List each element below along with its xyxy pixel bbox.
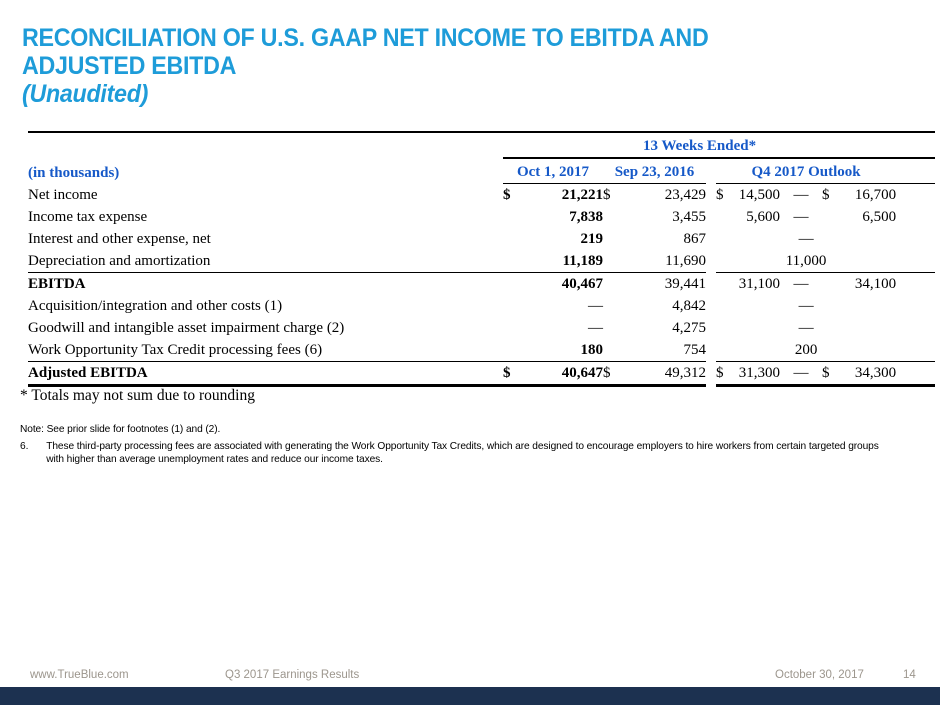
table-row-wotc [28,339,935,362]
table-row-depreciation [28,250,935,273]
outlook-dash: — [780,362,822,386]
table-group-header-row [28,132,935,158]
page-title-line1: RECONCILIATION OF U.S. GAAP NET INCOME TO EBITDA AND [22,24,709,52]
value-current: 219 [580,231,603,247]
footer [0,666,940,686]
outlook-dash: — [793,209,809,225]
value-prior: 4,842 [672,298,706,314]
row-label: EBITDA [28,276,86,292]
outlook-low: 14,500 [738,187,780,203]
row-tail [896,273,935,296]
row-label: Goodwill and intangible asset impairment charge (2) [28,320,345,336]
value-current: 7,838 [569,209,603,225]
outlook-center: — [798,320,814,336]
dollar-sign: $ [603,362,627,386]
col-header-oct-1-2017: Oct 1, 2017 [503,158,603,184]
row-label: Net income [28,187,98,203]
row-tail [896,317,935,339]
row-label: Work Opportunity Tax Credit processing fees (6) [28,339,503,362]
notes-block [20,423,883,466]
outlook-dash: — [793,276,809,292]
value-prior: 39,441 [664,276,706,292]
page-title-line2: ADJUSTED EBITDA [22,52,237,80]
outlook-high: 34,100 [854,276,897,292]
totals-rounding-note: * Totals may not sum due to rounding [20,387,255,404]
outlook-low: 5,600 [746,209,780,225]
col-gap [706,273,716,296]
dollar-sign: $ [503,362,525,386]
row-tail [896,184,935,207]
footnote-item-6 [20,440,883,466]
row-label: Depreciation and amortization [28,250,503,273]
outlook-dash: — [793,187,809,203]
value-prior: 867 [683,231,706,247]
title-block [22,24,708,108]
col-gap [706,158,716,184]
col-gap [706,184,716,207]
footer-date: October 30, 2017 [775,669,864,681]
row-label: Adjusted EBITDA [28,362,503,386]
col-gap [706,295,716,317]
dollar-sign: $ [822,362,844,386]
value-current: 40,647 [525,362,603,386]
value-current: — [588,298,603,314]
row-tail [896,250,935,273]
bottom-accent-bar [0,687,940,705]
value-current: — [588,320,603,336]
table-row-interest [28,228,935,250]
row-tail [896,228,935,250]
outlook-center: 200 [716,339,896,362]
page-subtitle: (Unaudited) [22,80,149,108]
value-prior: 11,690 [627,250,706,273]
outlook-center: — [798,298,814,314]
footnote-number: 6. [20,440,29,452]
col-header-tail [896,158,935,184]
table-row-goodwill [28,317,935,339]
row-tail [896,295,935,317]
row-label: Acquisition/integration and other costs (1) [28,298,283,314]
footnote-reference-note: Note: See prior slide for footnotes (1) and (2). [20,423,221,435]
outlook-high: 16,700 [854,187,897,203]
outlook-low: 31,100 [738,276,780,292]
dollar-sign: $ [822,187,830,203]
table-row-acquisition [28,295,935,317]
value-prior: 754 [627,339,706,362]
col-gap [706,250,716,273]
footnote-text: These third-party processing fees are associated with generating the Work Opportunity Tax Credits, which are designed to encourage employers to hire workers from certain targeted groups with higher than average unemployment rates and reduce our income taxes. [46,440,879,465]
table-row-net-income [28,184,935,207]
dollar-sign: $ [603,187,611,203]
col-gap [706,339,716,362]
dollar-sign: $ [716,362,736,386]
outlook-high: 34,300 [844,362,896,386]
col-gap [706,206,716,228]
value-current: 180 [525,339,603,362]
dollar-sign: $ [503,187,511,203]
row-tail [896,362,935,386]
value-prior: 3,455 [672,209,706,225]
row-label: Income tax expense [28,209,148,225]
value-current: 21,221 [561,187,603,203]
footer-deck-title: Q3 2017 Earnings Results [225,669,360,681]
reconciliation-table [28,131,935,387]
col-header-sep-23-2016: Sep 23, 2016 [603,158,706,184]
value-prior: 4,275 [672,320,706,336]
value-current: 11,189 [525,250,603,273]
outlook-center: 11,000 [716,250,896,273]
footer-page-number: 14 [903,669,916,681]
table-row-income-tax [28,206,935,228]
col-gap [706,317,716,339]
in-thousands-label: (in thousands) [28,164,120,181]
dollar-sign: $ [716,187,724,203]
col-gap [706,362,716,386]
value-prior: 49,312 [627,362,706,386]
group-header-tail [896,132,935,158]
row-tail [896,206,935,228]
table-row-adjusted-ebitda [28,362,935,386]
col-gap [706,228,716,250]
group-header: 13 Weeks Ended* [503,132,896,158]
row-tail [896,339,935,362]
row-label: Interest and other expense, net [28,231,211,247]
table-row-ebitda [28,273,935,296]
table-column-header-row [28,158,935,184]
corner-empty [28,132,503,158]
outlook-low: 31,300 [736,362,780,386]
col-header-q4-outlook: Q4 2017 Outlook [716,158,896,184]
value-current: 40,467 [561,276,603,292]
outlook-center: — [798,231,814,247]
footer-url: www.TrueBlue.com [30,669,129,681]
value-prior: 23,429 [664,187,706,203]
outlook-high: 6,500 [862,209,897,225]
